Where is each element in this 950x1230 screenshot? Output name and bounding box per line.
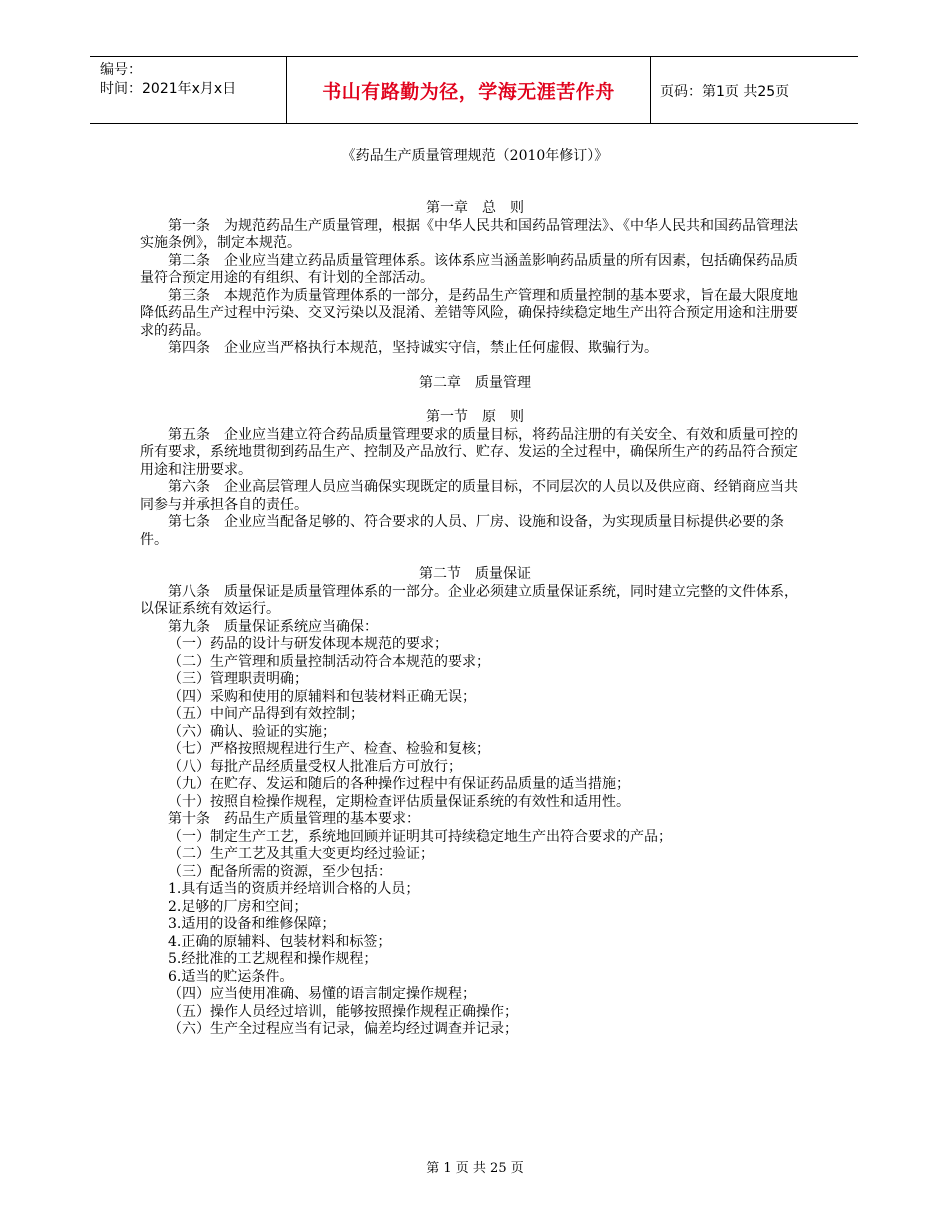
- list-item: （九）在贮存、发运和随后的各种操作过程中有保证药品质量的适当措施；: [168, 776, 630, 792]
- section-title: 第二节 质量保证: [419, 566, 531, 582]
- header-meta: [100, 61, 236, 99]
- list-item: （七）严格按照规程进行生产、检查、检验和复核；: [168, 741, 490, 757]
- article-paragraph: 第九条 质量保证系统应当确保：: [168, 618, 378, 635]
- article-paragraph: 第六条 企业高层管理人员应当确保实现既定的质量目标，不同层次的人员以及供应商、经销商应当共同参与并承担各自的责任。: [140, 479, 798, 513]
- list-item: （八）每批产品经质量受权人批准后方可放行；: [168, 758, 462, 775]
- article-paragraph: 第三条 本规范作为质量管理体系的一部分，是药品生产管理和质量控制的基本要求，旨在最大限度地降低药品生产过程中污染、交叉污染以及混淆、差错等风险，确保持续稳定地生产出符合预定用途和注册要求的药品。: [140, 287, 798, 339]
- article-paragraph: 第十条 药品生产质量管理的基本要求：: [168, 811, 420, 827]
- list-item: （二）生产管理和质量控制活动符合本规范的要求；: [168, 653, 490, 670]
- header-number-label: 编号：: [100, 62, 142, 78]
- list-item: （四）采购和使用的原辅料和包装材料正确无误；: [168, 688, 476, 705]
- header-motto: 书山有路勤为径，学海无涯苦作舟: [322, 81, 615, 103]
- document-body: [140, 200, 810, 1039]
- header-time-label: 时间：2021年x月x日: [100, 81, 237, 97]
- list-item: （三）配备所需的资源，至少包括：: [168, 863, 392, 880]
- article-paragraph: 第四条 企业应当严格执行本规范，坚持诚实守信，禁止任何虚假、欺骗行为。: [168, 340, 658, 356]
- article-paragraph: 第八条 质量保证是质量管理体系的一部分。企业必须建立质量保证系统，同时建立完整的文件体系，以保证系统有效运行。: [140, 583, 798, 617]
- list-item: （六）生产全过程应当有记录，偏差均经过调查并记录；: [168, 1021, 518, 1037]
- header-page-info: 页码：第1页 共25页: [660, 84, 790, 100]
- chapter-title: 第一章 总 则: [426, 200, 524, 216]
- list-item: （四）应当使用准确、易懂的语言制定操作规程；: [168, 986, 476, 1002]
- page-header: [90, 56, 858, 124]
- list-item: （三）管理职责明确；: [168, 671, 308, 687]
- sub-list-item: 4.正确的原辅料、包装材料和标签；: [168, 933, 392, 950]
- sub-list-item: 1.具有适当的资质并经培训合格的人员；: [168, 881, 420, 897]
- article-paragraph: 第五条 企业应当建立符合药品质量管理要求的质量目标，将药品注册的有关安全、有效和质量可控的所有要求，系统地贯彻到药品生产、控制及产品放行、贮存、发运的全过程中，确保所生产的药品符合预定用途和注册要求。: [140, 426, 798, 478]
- sub-list-item: 6.适当的贮运条件。: [168, 968, 294, 985]
- section-title: 第一节 原 则: [426, 409, 524, 425]
- sub-list-item: 2.足够的厂房和空间；: [168, 898, 308, 915]
- sub-list-item: 3.适用的设备和维修保障；: [168, 916, 336, 932]
- list-item: （一）药品的设计与研发体现本规范的要求；: [168, 636, 448, 652]
- list-item: （一）制定生产工艺，系统地回顾并证明其可持续稳定地生产出符合要求的产品；: [168, 828, 672, 845]
- list-item: （五）中间产品得到有效控制；: [168, 706, 364, 722]
- page-footer: 第 1 页 共 25 页: [426, 1161, 524, 1176]
- list-item: （五）操作人员经过培训，能够按照操作规程正确操作；: [168, 1003, 518, 1020]
- sub-list-item: 5.经批准的工艺规程和操作规程；: [168, 951, 378, 967]
- list-item: （二）生产工艺及其重大变更均经过验证；: [168, 846, 434, 862]
- chapter-title: 第二章 质量管理: [419, 374, 531, 391]
- article-paragraph: 第一条 为规范药品生产质量管理，根据《中华人民共和国药品管理法》、《中华人民共和国药品管理法实施条例》，制定本规范。: [140, 217, 798, 251]
- article-paragraph: 第七条 企业应当配备足够的、符合要求的人员、厂房、设施和设备，为实现质量目标提供必要的条件。: [140, 514, 784, 548]
- list-item: （六）确认、验证的实施；: [168, 723, 336, 740]
- document-title: 《药品生产质量管理规范（2010年修订）》: [341, 148, 609, 164]
- list-item: （十）按照自检操作规程，定期检查评估质量保证系统的有效性和适用性。: [168, 793, 630, 810]
- header-divider: [650, 57, 651, 123]
- article-paragraph: 第二条 企业应当建立药品质量管理体系。该体系应当涵盖影响药品质量的所有因素，包括确保药品质量符合预定用途的有组织、有计划的全部活动。: [140, 252, 798, 286]
